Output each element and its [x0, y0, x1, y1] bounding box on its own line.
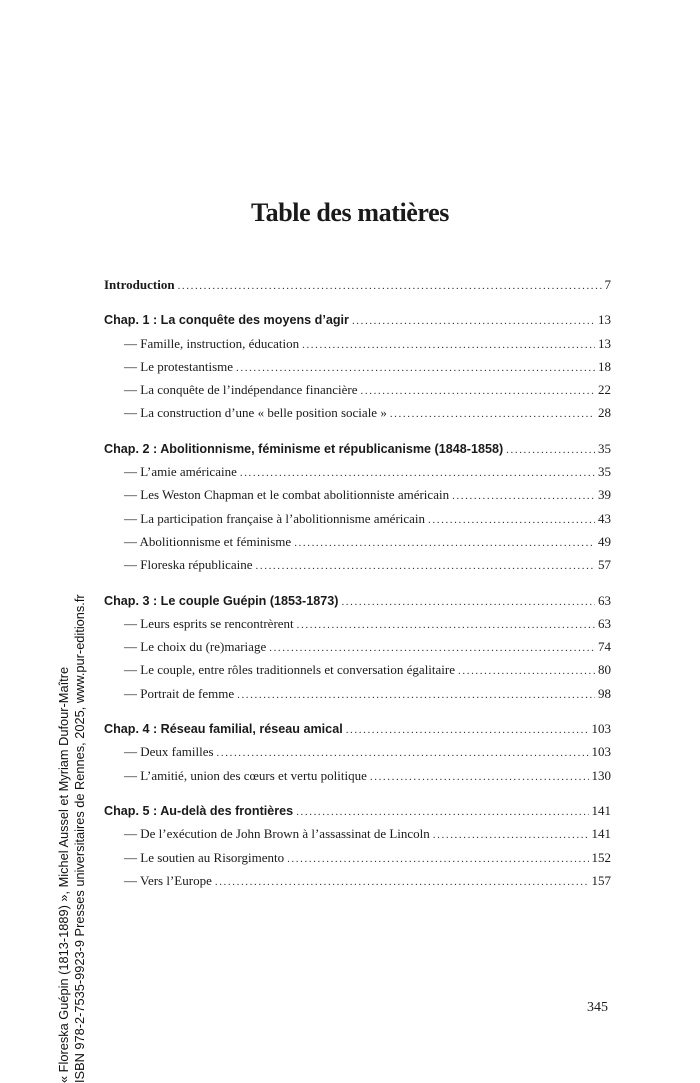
dot-leader: [390, 408, 595, 420]
toc-section[interactable]: [104, 639, 611, 662]
dot-leader: [215, 876, 589, 888]
chapter-title: Chap. 3 : Le couple Guépin (1853-1873): [104, 593, 339, 608]
chapter-title: Chap. 1 : La conquête des moyens d’agir: [104, 313, 349, 328]
chapter-title: Chap. 5 : Au-delà des frontières: [104, 803, 294, 818]
toc-section[interactable]: [104, 873, 611, 896]
section-title: — Abolitionnisme et féminisme: [124, 533, 292, 549]
section-page: 35: [598, 464, 611, 480]
dot-leader: [506, 444, 595, 456]
chapter-page: 141: [591, 802, 611, 818]
dot-leader: [256, 560, 595, 572]
dot-leader: [296, 806, 588, 818]
toc-chapter-1[interactable]: [104, 312, 611, 335]
dot-leader: [302, 339, 595, 351]
section-title: — Le choix du (re)mariage: [124, 639, 267, 655]
section-page: 28: [598, 405, 611, 421]
section-title: — Les Weston Chapman et le combat abolitionniste américain: [124, 487, 450, 503]
section-page: 49: [598, 533, 611, 549]
chapter-page: 63: [598, 592, 611, 608]
section-page: 63: [598, 615, 611, 631]
dot-leader: [361, 385, 595, 397]
section-title: — Portrait de femme: [124, 685, 235, 701]
toc-section[interactable]: [104, 464, 611, 487]
toc-chapter-2[interactable]: [104, 441, 611, 464]
section-page: 80: [598, 662, 611, 678]
dot-leader: [240, 467, 595, 479]
section-title: — La conquête de l’indépendance financière: [124, 382, 358, 398]
section-page: 57: [598, 557, 611, 573]
section-page: 13: [598, 335, 611, 351]
section-title: — Famille, instruction, éducation: [124, 335, 300, 351]
section-title: — L’amie américaine: [124, 464, 237, 480]
section-page: 130: [591, 767, 611, 783]
toc-section[interactable]: [104, 616, 611, 639]
dot-leader: [352, 315, 595, 327]
section-page: 103: [591, 744, 611, 760]
section-page: 98: [598, 685, 611, 701]
toc-section[interactable]: [104, 826, 611, 849]
section-title: — Deux familles: [124, 744, 214, 760]
dot-leader: [287, 853, 588, 865]
toc-section[interactable]: [104, 405, 611, 428]
dot-leader: [297, 619, 595, 631]
toc-section[interactable]: [104, 534, 611, 557]
section-title: — Le protestantisme: [124, 358, 234, 374]
toc-entry-introduction[interactable]: [104, 277, 611, 300]
toc-section[interactable]: [104, 557, 611, 580]
section-page: 43: [598, 510, 611, 526]
section-title: — Le couple, entre rôles traditionnels et conversation égalitaire: [124, 662, 456, 678]
page-title: Table des matières: [251, 198, 449, 227]
toc-chapter-3[interactable]: [104, 593, 611, 616]
toc-section[interactable]: [104, 487, 611, 510]
dot-leader: [217, 747, 589, 759]
table-of-contents: [104, 277, 611, 896]
dot-leader: [294, 537, 595, 549]
dot-leader: [178, 280, 602, 292]
section-title: — L’amitié, union des cœurs et vertu politique: [124, 767, 367, 783]
section-title: — Leurs esprits se rencontrèrent: [124, 615, 294, 631]
dot-leader: [433, 829, 589, 841]
section-title: — Floreska républicaine: [124, 557, 253, 573]
chapter-page: 35: [598, 440, 611, 456]
dot-leader: [269, 642, 595, 654]
entry-title: Introduction: [104, 277, 175, 292]
section-title: — De l’exécution de John Brown à l’assassinat de Lincoln: [124, 826, 430, 842]
entry-page: 7: [604, 277, 611, 292]
toc-section[interactable]: [104, 744, 611, 767]
toc-section[interactable]: [104, 662, 611, 685]
section-page: 39: [598, 487, 611, 503]
section-title: — La participation française à l’abolitionnisme américain: [124, 510, 426, 526]
toc-section[interactable]: [104, 336, 611, 359]
toc-section[interactable]: [104, 382, 611, 405]
dot-leader: [346, 724, 589, 736]
section-page: 74: [598, 639, 611, 655]
toc-section[interactable]: [104, 850, 611, 873]
section-page: 157: [591, 872, 611, 888]
section-title: — La construction d’une « belle position sociale »: [124, 405, 387, 421]
toc-section[interactable]: [104, 511, 611, 534]
page-number: 345: [587, 1000, 608, 1015]
chapter-page: 13: [598, 312, 611, 328]
section-page: 152: [591, 849, 611, 865]
dot-leader: [341, 596, 595, 608]
dot-leader: [452, 490, 595, 502]
section-page: 18: [598, 358, 611, 374]
section-page: 22: [598, 382, 611, 398]
toc-section[interactable]: [104, 686, 611, 709]
toc-section[interactable]: [104, 359, 611, 382]
section-title: — Vers l’Europe: [124, 872, 212, 888]
citation-line-2: ISBN 978-2-7535-9923-9 Presses universitaires de Rennes, 2025, www.pur-editions.fr: [71, 594, 87, 1083]
toc-section[interactable]: [104, 768, 611, 791]
side-citation: [56, 483, 87, 1083]
dot-leader: [458, 665, 595, 677]
dot-leader: [236, 362, 595, 374]
citation-line-1: « Floreska Guépin (1813-1889) », Michel Aussel et Myriam Dufour-Maître: [56, 666, 71, 1083]
toc-chapter-4[interactable]: [104, 721, 611, 744]
chapter-title: Chap. 4 : Réseau familial, réseau amical: [104, 722, 343, 737]
toc-chapter-5[interactable]: [104, 803, 611, 826]
chapter-page: 103: [591, 721, 611, 737]
section-page: 141: [591, 826, 611, 842]
section-title: — Le soutien au Risorgimento: [124, 849, 285, 865]
dot-leader: [237, 689, 595, 701]
dot-leader: [370, 771, 589, 783]
chapter-title: Chap. 2 : Abolitionnisme, féminisme et républicanisme (1848-1858): [104, 441, 504, 456]
dot-leader: [428, 514, 595, 526]
